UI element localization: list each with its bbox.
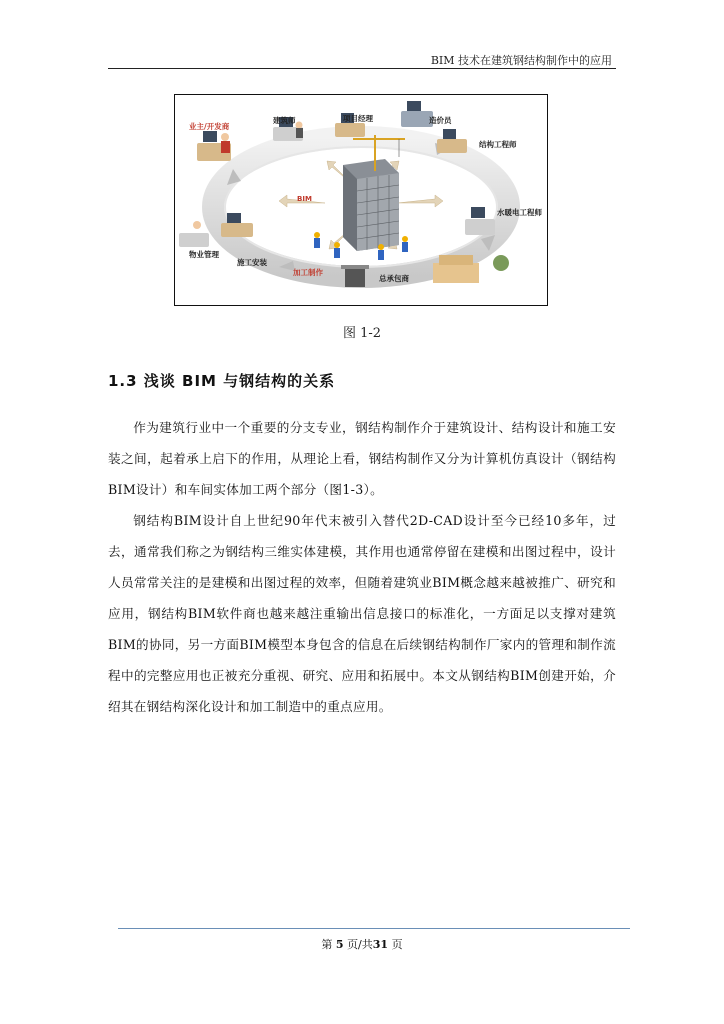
header-divider <box>108 68 616 69</box>
label-project-manager: 项目经理 <box>343 114 373 123</box>
total-page-count: 31 <box>372 938 389 951</box>
workstation-structural <box>437 129 467 153</box>
label-estimator: 造价员 <box>429 116 452 125</box>
workstation-fabrication <box>341 265 369 287</box>
label-center-bim: BIM <box>297 195 312 203</box>
footer-prefix: 第 <box>321 938 333 951</box>
footer-middle: 页/共 <box>347 938 373 951</box>
bim-lifecycle-figure <box>174 94 548 306</box>
central-building <box>343 135 405 251</box>
workstation-facility <box>179 221 209 247</box>
label-fabrication: 加工制作 <box>293 268 323 277</box>
current-page-number: 5 <box>335 938 344 951</box>
footer-suffix: 页 <box>391 938 403 951</box>
label-mep-engineer: 水暖电工程师 <box>497 208 542 217</box>
body-text <box>108 412 616 722</box>
bim-lifecycle-diagram <box>175 95 546 304</box>
label-general-contractor: 总承包商 <box>379 274 409 283</box>
workstation-general-contractor <box>433 255 509 283</box>
figure-caption: 图 1-2 <box>342 326 382 341</box>
workstation-mep <box>465 207 495 235</box>
label-structural-engineer: 结构工程师 <box>479 140 517 149</box>
paragraph-1: 作为建筑行业中一个重要的分支专业，钢结构制作介于建筑设计、结构设计和施工安装之间，起着承上启下的作用，从理论上看，钢结构制作又分为计算机仿真设计（钢结构BIM设计）和车间实体加工两个部分（图1-3）。 <box>108 420 616 497</box>
label-architect: 建筑师 <box>273 116 296 125</box>
footer-divider <box>118 928 630 929</box>
page-footer <box>0 936 724 952</box>
label-facility-management: 物业管理 <box>189 250 219 259</box>
label-owner: 业主/开发商 <box>189 122 230 131</box>
running-header: BIM 技术在建筑钢结构制作中的应用 <box>430 54 612 67</box>
paragraph-2: 钢结构BIM设计自上世纪90年代末被引入替代2D-CAD设计至今已经10多年，过去，通常我们称之为钢结构三维实体建模，其作用也通常停留在建模和出图过程中，设计人员常常关注的是建模和出图过程的效率，但随着建筑业BIM概念越来越被推广、研究和应用，钢结构BIM软件商也越来越注重输出信息接口的标准化，一方面足以支撑对建筑BIM的协同，另一方面BIM模型本身包含的信息在后续钢结构制作厂家内的管理和制作流程中的完整应用也正被充分重视、研究、应用和拓展中。本文从钢结构BIM创建开始，介绍其在钢结构深化设计和加工制造中的重点应用。 <box>108 513 616 714</box>
label-construction: 施工安装 <box>237 258 267 267</box>
workstation-owner <box>197 131 231 161</box>
section-heading: 1.3 浅谈 BIM 与钢结构的关系 <box>108 372 336 390</box>
